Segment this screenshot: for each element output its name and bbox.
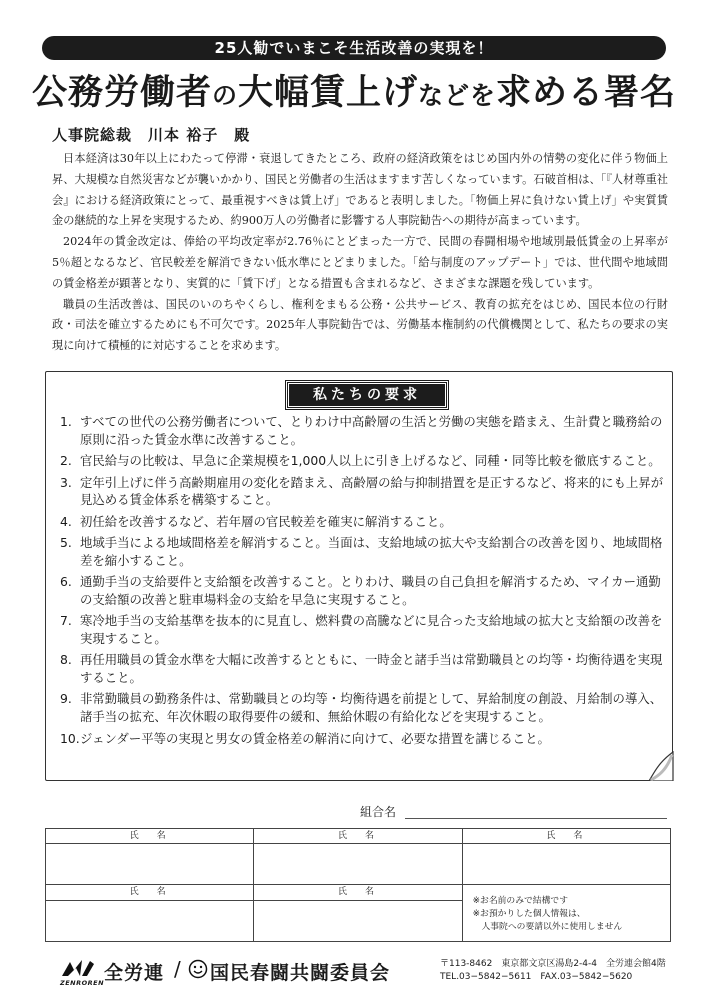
- demand-number: 2.: [60, 453, 72, 469]
- demand-item: [60, 513, 668, 531]
- demand-number: 9.: [60, 691, 72, 707]
- title-part-1: 公務労働者: [31, 72, 212, 113]
- footer: [60, 956, 670, 990]
- demand-item: [60, 573, 668, 608]
- demand-text: 再任用職員の賃金水準を大幅に改善するとともに、一時金と諸手当は常勤職員との均等・均衡待遇を実現すること。: [80, 652, 663, 685]
- address-line: 〒113-8462 東京都文京区湯島2-4-4 全労連会館4階: [440, 959, 666, 969]
- name-field[interactable]: [46, 900, 254, 941]
- intro-text: [52, 149, 668, 357]
- name-header: 氏名: [46, 885, 254, 900]
- mascot-face-icon: [188, 959, 208, 979]
- contact-info: [440, 958, 666, 984]
- note-line: ※お預かりした個人情報は、: [472, 909, 586, 920]
- title-part-2: の: [211, 81, 238, 110]
- note-line: 人事院への要請以外に使用しません: [472, 922, 623, 933]
- demand-text: 寒冷地手当の支給基準を抜本的に見直し、燃料費の高騰などに見合った支給地域の拡大と支給額の改善を実現すること。: [80, 613, 663, 646]
- note-line: ※お名前のみで結構です: [472, 896, 568, 907]
- union-name-field[interactable]: [405, 818, 667, 819]
- zenroren-logo-icon: [60, 958, 100, 978]
- demand-number: 4.: [60, 513, 72, 529]
- demand-text: 定年引上げに伴う高齢期雇用の変化を踏まえ、高齢層の給与抑制措置を是正するなど、将来的にも上昇が見込める賃金体系を構築すること。: [80, 474, 664, 508]
- demand-item: [60, 651, 668, 686]
- org-separator: /: [174, 957, 181, 981]
- org-name-zenroren: 全労連: [104, 962, 165, 984]
- demand-number: 8.: [60, 652, 72, 668]
- demand-text: 初任給を改善するなど、若年層の官民較差を確実に解消すること。: [80, 513, 452, 529]
- name-header: 氏名: [254, 829, 462, 844]
- title-part-3: 大幅賃上げ: [237, 72, 418, 113]
- intro-paragraph: 2024年の賃金改定は、俸給の平均改定率が2.76％にとどまった一方で、民間の春闘相場や地域別最低賃金の上昇率が5％超となるなど、官民較差を解消できない低水準にとどまりました。「給与制度のアップデート」では、世代間や地域間の賃金格差が顕著となり、実質的に「賃下げ」となる措置も含まれるなど、さまざまな課題を残しています。: [52, 235, 668, 290]
- demand-number: 5.: [60, 535, 72, 551]
- name-header: 氏名: [462, 829, 670, 844]
- intro-paragraph: 日本経済は30年以上にわたって停滞・衰退してきたところ、政府の経済政策をはじめ国内外の情勢の変化に伴う物価上昇、大規模な自然災害などが襲いかかり、国民と労働者の生活はますます苦しくなっています。石破首相は、「『人材尊重社会』における経済政策にとって、最重視すべきは賃上げ」であると表明しました。「物価上昇に負けない賃上げ」や実質賃金の継続的な上昇を実現するため、約900万人の労働者に影響する人事院勧告への期待が高まっています。: [52, 152, 668, 228]
- name-header: 氏名: [254, 885, 462, 900]
- demand-item: [60, 534, 668, 569]
- org-name-shunto: 国民春闘共闘委員会: [210, 962, 391, 984]
- demand-number: 6.: [60, 574, 72, 590]
- demand-text: ジェンダー平等の実現と男女の賃金格差の解消に向けて、必要な措置を講じること。: [80, 730, 550, 746]
- phone-line: TEL.03−5842−5611 FAX.03−5842−5620: [440, 972, 633, 982]
- demand-item: [60, 413, 668, 448]
- demand-text: すべての世代の公務労働者について、とりわけ中高齢層の生活と労働の実態を踏まえ、生計費と職務給の原則に沿った賃金水準に改善すること。: [80, 414, 663, 447]
- header-banner: 25人勧でいまこそ生活改善の実現を！: [42, 36, 666, 60]
- name-header: 氏名: [46, 829, 254, 844]
- demand-text: 通勤手当の支給要件と支給額を改善すること。とりわけ、職員の自己負担を解消するため、マイカー通勤の支給額の改善と駐車場料金の支給を早急に実現すること。: [80, 574, 661, 607]
- page-title: [20, 70, 688, 119]
- name-field[interactable]: [254, 844, 462, 885]
- demand-number: 1.: [60, 414, 72, 429]
- union-name-label: 組合名: [360, 805, 397, 819]
- demand-number: 3.: [60, 474, 72, 490]
- demand-item: [60, 612, 668, 647]
- name-field[interactable]: [462, 844, 670, 885]
- demand-text: 非常勤職員の勤務条件は、常勤職員との均等・均衡待遇を前提として、昇給制度の創設、月給制の導入、諸手当の拡充、年次休暇の取得要件の緩和、無給休暇の有給化などを実現すること。: [80, 691, 663, 725]
- demand-text: 地域手当による地域間格差を解消すること。当面は、支給地域の拡大や支給割合の改善を図り、地域間格差を縮小すること。: [80, 535, 663, 568]
- privacy-notes: [462, 885, 670, 942]
- name-field[interactable]: [46, 844, 254, 885]
- logo-text: ZENROREN: [60, 979, 105, 987]
- name-field[interactable]: [254, 900, 462, 941]
- demand-item: [60, 690, 668, 725]
- demands-list: [60, 413, 668, 751]
- demand-item: [60, 452, 668, 470]
- demand-item: [60, 730, 668, 748]
- title-part-5: 求める署名: [496, 72, 677, 113]
- demand-number: 7.: [60, 613, 72, 629]
- demands-title: 私たちの要求: [286, 381, 448, 409]
- intro-paragraph: 職員の生活改善は、国民のいのちやくらし、権利をまもる公務・公共サービス、教育の拡充をはじめ、国民本位の行財政・司法を確立するためにも不可欠です。2025年人事院勧告では、労働基本権制約の代償機関として、私たちの要求の実現に向けて積極的に対応することを求めます。: [52, 297, 668, 353]
- addressee: 人事院総裁 川本 裕子 殿: [52, 126, 251, 144]
- demand-number: 10.: [60, 730, 80, 746]
- demand-text: 官民給与の比較は、早急に企業規模を1,000人以上に引き上げるなど、同種・同等比較を徹底すること。: [80, 453, 661, 469]
- title-part-4: などを: [418, 81, 497, 110]
- signature-table: [45, 828, 671, 942]
- demand-item: [60, 474, 668, 509]
- page-curl-icon: [648, 751, 674, 781]
